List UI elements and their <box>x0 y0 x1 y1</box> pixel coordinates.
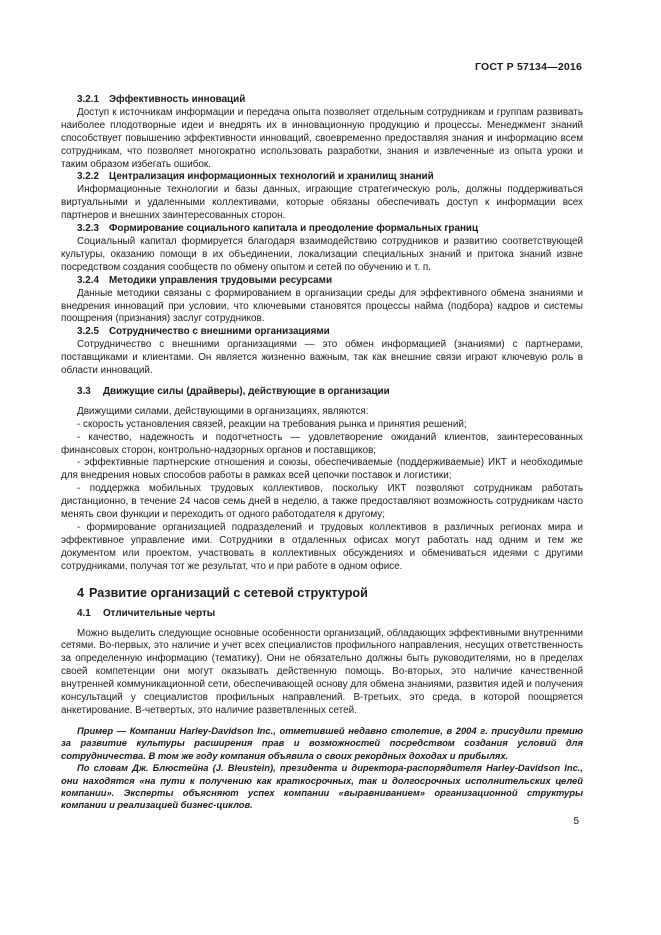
list-item: - поддержка мобильных трудовых коллективов, поскольку ИКТ позволяют сотрудникам работать дистанционно, в течение 24 часов семь дней в неделю, а также предоставляют возможность сотрудникам часто менять свои функции и переходить от одного работодателя к другому; <box>61 483 583 521</box>
list-item: - эффективные партнерские отношения и союзы, обеспечиваемые (поддерживаемые) ИКТ и необходимые для внедрения новых способов работы в рамках всей цепочки поставок и логистики; <box>61 457 583 482</box>
section-title: Формирование социального капитала и преодоление формальных границ <box>109 223 479 235</box>
section-title: Движущие силы (драйверы), действующие в организации <box>103 385 390 397</box>
chapter-4-heading <box>61 585 583 601</box>
section-title: Сотрудничество с внешними организациями <box>109 326 330 338</box>
section-number: 3.2.3 <box>77 223 99 235</box>
chapter-title: Развитие организаций с сетевой структурой <box>89 585 368 600</box>
section-3-2-5-heading <box>61 326 583 339</box>
section-3-3-intro: Движущими силами, действующими в организациях, являются: <box>77 405 369 417</box>
section-number: 3.2.5 <box>77 326 99 338</box>
section-title: Отличительные черты <box>103 607 216 619</box>
example-paragraph: Пример — Компании Harley-Davidson Inc., отметившей недавно столетие, в 2004 г. присудили премию за развитие культуры расширения прав и возможностей посредством создания условий для сотрудничества. В том же году компания объявила о своих рекордных доходах и прибылях. <box>61 724 583 761</box>
section-3-2-4-heading <box>61 275 583 288</box>
section-3-2-4-text: Данные методики связаны с формированием в организации среды для эффективного обмена знаниями и внедрения инноваций при условии, что ключевыми становятся процессы найма (подбора) кадров и системы поощрения (признания) заслуг сотрудников. <box>61 287 583 325</box>
section-4-1-text: Можно выделить следующие основные особенности организаций, обладающих эффективными внутренними сетями. Во-первых, это наличие и учет всех специалистов профильного направления, несущих ответственность за определенную информацию (тематику). Они не обязательно должны быть руководителями, но в пределах своей компетенции они могут оказывать действенную помощь. Во-вторых, это наличие качественной внутренней коммуникационной сети, обеспечивающей основу для обмена знаниями, развития идей и получения консультаций у специалистов профильных направлений. В-третьих, это среда, в которой поощряется анкетирование. В-четвертых, это наличие разветвленных сетей. <box>61 627 583 716</box>
section-3-2-1-heading <box>61 94 583 107</box>
example-paragraph: По словам Дж. Блюстейна (J. Bleustein), президента и директора-распорядителя Harley-Davidson Inc., они находятся «на пути к получению как краткосрочных, так и долгосрочных исполнительских целей компании». Эксперты объясняют успех компании «выравниванием» организационной структуры компании и реализацией бизнес-циклов. <box>61 762 583 811</box>
list-item: - формирование организацией подразделений и трудовых коллективов в различных регионах мира и эффективное управление ими. Сотрудники в отдаленных офисах могут работать над одним и тем же документом или проектом, участвовать в коллективных обсуждениях и обмениваться идеями с другими сотрудниками, получая тот же результат, что и при работе в одном офисе. <box>61 522 583 572</box>
section-title: Централизация информационных технологий и хранилищ знаний <box>109 171 434 183</box>
section-3-2-5-text: Сотрудничество с внешними организациями — это обмен информацией (знаниями) с партнерами, поставщиками и клиентами. Он является жизненно важным, так как внешние связи играют ключевую роль в области инноваций. <box>61 339 583 377</box>
section-3-2-2-heading <box>61 171 583 184</box>
section-3-2-3-heading <box>61 223 583 236</box>
document-id: ГОСТ Р 57134—2016 <box>474 61 582 73</box>
list-item: - качество, надежность и подотчетность — удовлетворение ожиданий клиентов, заинтересованных финансовых сторон, контрольно-надзорных органов и поставщиков; <box>61 431 583 456</box>
section-3-2-1-text: Доступ к источникам информации и передача опыта позволяет отдельным сотрудникам и группам развивать наиболее плодотворные идеи и внедрять их в инновационную продукцию и процессы. Менеджмент знаний способствует повышению эффективности инноваций, своевременно предоставляя знания и информацию всем сотрудникам, что позволяет многократно использовать разработки, знания и извлеченные из опыта уроки и таким образом избегать ошибок. <box>61 106 583 170</box>
section-number: 3.2.4 <box>77 274 99 286</box>
section-number: 4.1 <box>77 607 91 619</box>
section-number: 3.3 <box>77 385 91 397</box>
list-item: - скорость установления связей, реакции на требования рынка и принятия решений; <box>77 418 467 430</box>
section-title: Эффективность инноваций <box>109 94 246 105</box>
document-body <box>61 94 583 812</box>
section-3-2-2-text: Информационные технологии и базы данных, играющие стратегическую роль, должны поддерживаться виртуальными и удаленными коллективами, которые обязаны обеспечивать доступ к информации всех партнеров и внешних заинтересованных сторон. <box>61 184 583 222</box>
section-3-2-3-text: Социальный капитал формируется благодаря взаимодействию сотрудников и развитию соответствующей культуры, оказанию помощи в их объединении, локализации специальных знаний и притока знаний извне посредством создания сообществ по обмену опытом и сетей по обучению и т. п. <box>61 235 583 273</box>
page-number: 5 <box>573 816 579 827</box>
chapter-number: 4 <box>77 585 85 600</box>
section-number: 3.2.1 <box>77 94 99 105</box>
section-3-3-heading <box>61 386 583 399</box>
section-title: Методики управления трудовыми ресурсами <box>109 274 333 286</box>
section-4-1-heading <box>61 608 583 621</box>
section-number: 3.2.2 <box>77 171 99 183</box>
